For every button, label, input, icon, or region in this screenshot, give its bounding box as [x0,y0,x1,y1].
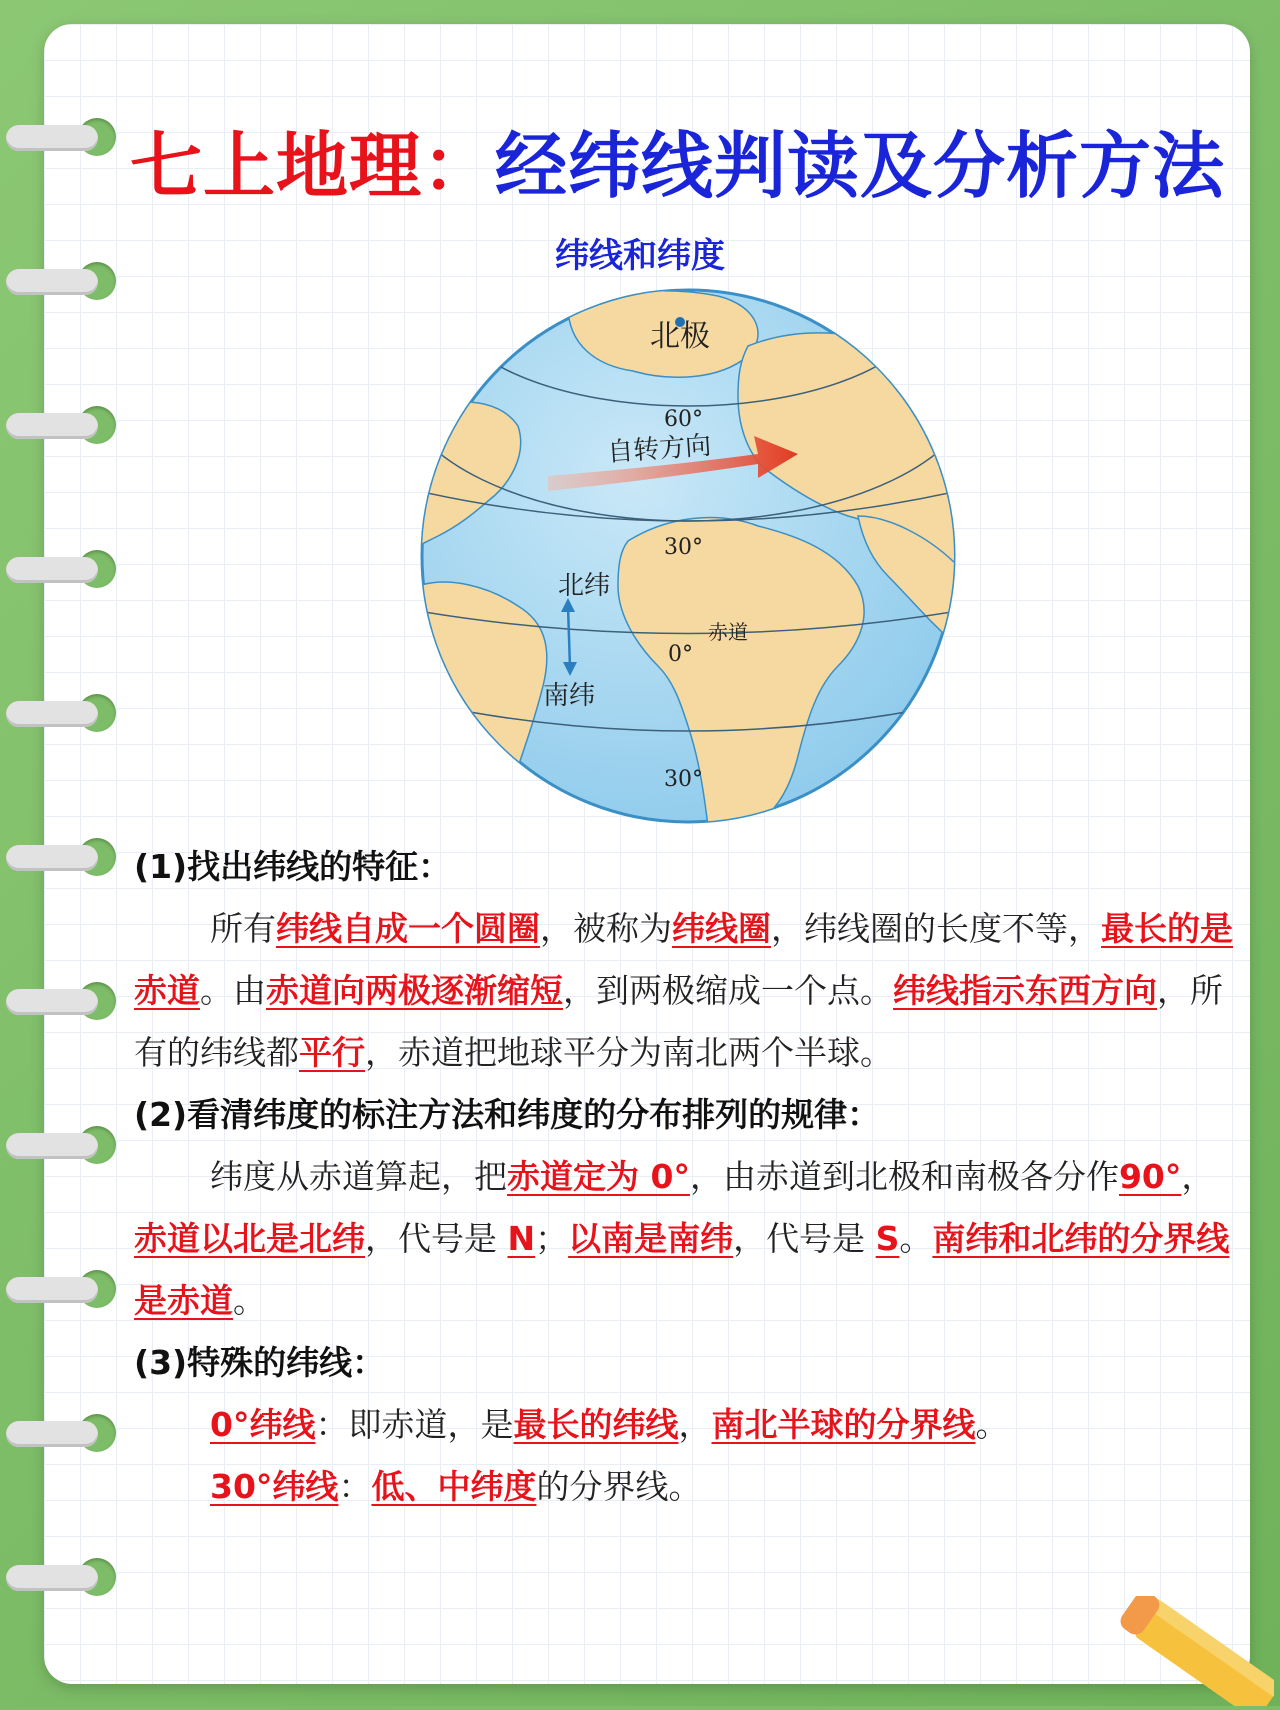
highlight: 赤道向两极逐渐缩短 [266,971,563,1010]
label-north-pole: 北极 [650,319,710,354]
section-subtitle: 纬线和纬度 [555,236,725,276]
highlight: 平行 [299,1033,365,1072]
text: 所有 [210,909,276,948]
highlight: 低、中纬度 [371,1467,537,1506]
pencil-icon [1104,1596,1274,1706]
text: ，纬线圈的长度不等， [771,909,1101,948]
highlight: 纬线自成一个圆圈 [276,909,540,948]
label-lat30n: 30° [664,535,703,560]
highlight: 纬线圈 [672,909,771,948]
highlight: 南北半球的分界线 [711,1405,976,1444]
highlight: 30°纬线 [210,1467,339,1506]
label-north-latitude: 北纬 [558,571,611,601]
highlight: N [507,1219,536,1258]
title-topic: 经纬线判读及分析方法 [495,124,1226,208]
label-lat60: 60° [664,407,703,432]
text: ； [535,1219,569,1258]
highlight: 赤道以北是北纬 [134,1219,365,1258]
binder-ring [6,1414,114,1454]
binder-ring [6,550,114,590]
binder-ring [6,838,114,878]
binder-ring [6,982,114,1022]
text: ，代号是 [733,1219,876,1258]
page-title [130,108,1240,208]
highlight: 南纬和北纬的分界线是赤道 [134,1219,1230,1320]
text: 。 [899,1219,933,1258]
text: ，到两极缩成一个点。 [563,971,893,1010]
text: ，由赤道到北极和南极各分作 [689,1157,1119,1196]
text: ，赤道把地球平分为南北两个半球。 [365,1033,893,1072]
text: 。由 [200,971,266,1010]
text: 。 [233,1281,266,1320]
text: 纬度从赤道算起，把 [210,1157,507,1196]
title-subject: 七上地理： [130,124,496,208]
content-body [134,836,1238,1518]
list-item [134,1394,1238,1456]
binder-ring [6,1558,114,1598]
text: ： [338,1467,372,1506]
text: ， [1181,1157,1215,1196]
globe-svg [418,286,958,826]
binder-ring [6,694,114,734]
binder-ring [6,1270,114,1310]
section2-heading: (2)看清纬度的标注方法和纬度的分布排列的规律： [134,1095,881,1134]
label-rotation: 自转方向 [606,430,713,468]
highlight: 最长的是赤道 [134,909,1233,1010]
label-equator: 赤道 [708,620,748,644]
label-lat0: 0° [668,642,693,667]
globe-illustration [418,286,958,826]
binder-ring [6,1126,114,1166]
text: ，所有的纬线都 [134,971,1223,1072]
text: 的分界线。 [536,1467,702,1506]
highlight: 最长的纬线 [513,1405,679,1444]
section3-heading: (3)特殊的纬线： [134,1343,386,1382]
label-lat30s: 30° [664,767,703,792]
highlight: S [875,1219,900,1258]
section1-paragraph [134,898,1238,1084]
text: ，代号是 [365,1219,508,1258]
highlight: 赤道定为 0° [507,1157,690,1196]
text: ， [678,1405,712,1444]
text: ：即赤道，是 [315,1405,514,1444]
text: ，被称为 [540,909,672,948]
highlight: 0°纬线 [210,1405,316,1444]
binder-ring [6,406,114,446]
text: 。 [975,1405,1009,1444]
highlight: 90° [1118,1157,1182,1196]
label-south-latitude: 南纬 [543,681,596,711]
section1-heading: (1)找出纬线的特征： [134,847,452,886]
binder-ring [6,118,114,158]
section2-paragraph [134,1146,1238,1332]
highlight: 纬线指示东西方向 [893,971,1157,1010]
highlight: 以南是南纬 [568,1219,734,1258]
list-item [134,1456,1238,1518]
